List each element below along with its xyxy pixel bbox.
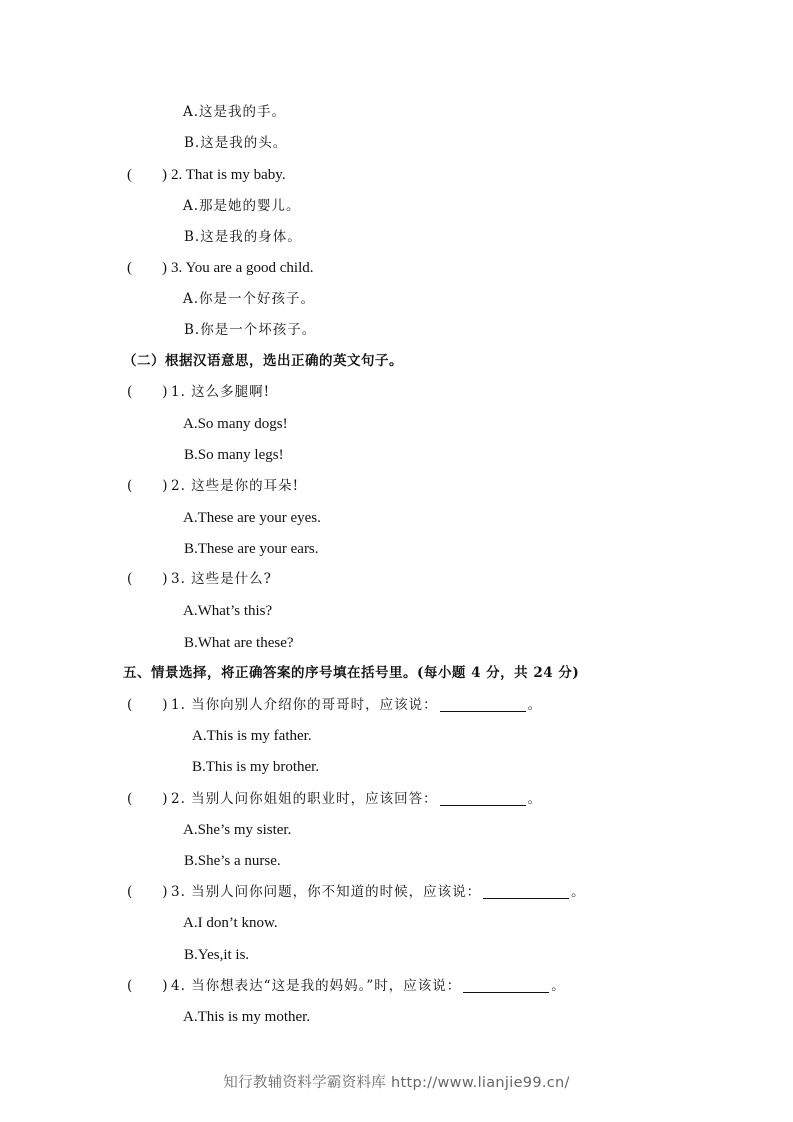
option-text: B.这是我的身体。 (184, 229, 302, 245)
question-line (127, 789, 542, 809)
section-heading-text: （二）根据汉语意思，选出正确的英文句子。 (123, 353, 403, 369)
answer-bracket[interactable]: ( ) (127, 978, 169, 994)
answer-blank[interactable] (440, 789, 526, 806)
question-text: 3. You are a good child. (171, 260, 314, 276)
question-punct: 。 (527, 697, 543, 713)
option-text: B.This is my brother. (192, 759, 320, 775)
option-text: A.She’s my sister. (183, 822, 292, 838)
question-text: 1. 当你向别人介绍你的哥哥时，应该说： (171, 697, 438, 713)
answer-bracket[interactable]: ( ) (127, 260, 167, 276)
question-line (127, 882, 586, 902)
question-punct: 。 (551, 978, 566, 994)
option-line (192, 757, 319, 777)
answer-blank[interactable] (483, 882, 569, 899)
question-punct: 。 (571, 884, 586, 900)
option-text: A.So many dogs! (183, 416, 288, 432)
section-heading-text: 五、情景选择，将正确答案的序号填在括号里。(每小题 4 分，共 24 分) (123, 665, 580, 681)
option-line (192, 726, 312, 746)
answer-bracket[interactable]: ( ) (127, 884, 169, 900)
question-line (127, 258, 314, 278)
option-text: B.你是一个坏孩子。 (184, 322, 317, 338)
section-heading (123, 663, 579, 683)
answer-bracket[interactable]: ( ) (127, 697, 169, 713)
option-line (183, 414, 288, 434)
option-line (184, 945, 249, 965)
option-line (183, 196, 301, 216)
option-line (183, 102, 286, 122)
question-text: 2. 当别人问你姐姐的职业时，应该回答： (171, 791, 438, 807)
option-line (183, 289, 315, 309)
question-text: 2. That is my baby. (171, 167, 286, 183)
option-text: A.What’s this? (183, 603, 273, 619)
option-line (184, 133, 287, 153)
option-text: A.These are your eyes. (183, 510, 321, 526)
answer-bracket[interactable]: ( ) (127, 478, 169, 494)
option-line (184, 851, 281, 871)
answer-bracket[interactable]: ( ) (127, 571, 169, 587)
option-text: A.这是我的手。 (183, 104, 287, 120)
answer-blank[interactable] (463, 976, 549, 993)
option-line (184, 227, 302, 247)
option-line (184, 539, 319, 559)
question-line (127, 476, 299, 496)
option-line (184, 633, 294, 653)
page-footer: 知行教辅资料学霸资料库 http://www.lianjie99.cn/ (223, 1075, 570, 1091)
option-text: B.She’s a nurse. (184, 853, 281, 869)
question-text: 4. 当你想表达“这是我的妈妈。”时，应该说： (171, 978, 462, 994)
option-line (184, 445, 284, 465)
option-text: A.你是一个好孩子。 (183, 291, 316, 307)
option-text: B.Yes,it is. (184, 947, 250, 963)
question-line (127, 695, 542, 715)
option-line (183, 913, 278, 933)
question-line (127, 382, 270, 402)
question-text: 3. 这些是什么? (171, 571, 272, 587)
section-heading (123, 351, 403, 371)
question-line (127, 569, 272, 589)
answer-bracket[interactable]: ( ) (127, 167, 167, 183)
question-punct: 。 (527, 791, 543, 807)
option-text: B.What are these? (184, 635, 294, 651)
option-text: A.This is my father. (192, 728, 312, 744)
option-text: A.I don’t know. (183, 915, 278, 931)
question-text: 2. 这些是你的耳朵! (171, 478, 300, 494)
question-line (127, 976, 566, 996)
option-line (183, 508, 321, 528)
option-text: A.那是她的婴儿。 (183, 198, 301, 214)
option-text: B.这是我的头。 (184, 135, 288, 151)
question-text: 3. 当别人问你问题，你不知道的时候，应该说： (171, 884, 482, 900)
option-line (183, 601, 272, 621)
option-line (184, 320, 316, 340)
question-line (127, 165, 286, 185)
answer-bracket[interactable]: ( ) (127, 384, 169, 400)
answer-bracket[interactable]: ( ) (127, 791, 169, 807)
option-text: A.This is my mother. (183, 1009, 311, 1025)
question-text: 1. 这么多腿啊! (171, 384, 271, 400)
option-line (183, 820, 291, 840)
answer-blank[interactable] (440, 695, 526, 712)
option-line (183, 1007, 310, 1027)
option-text: B.These are your ears. (184, 541, 319, 557)
option-text: B.So many legs! (184, 447, 284, 463)
